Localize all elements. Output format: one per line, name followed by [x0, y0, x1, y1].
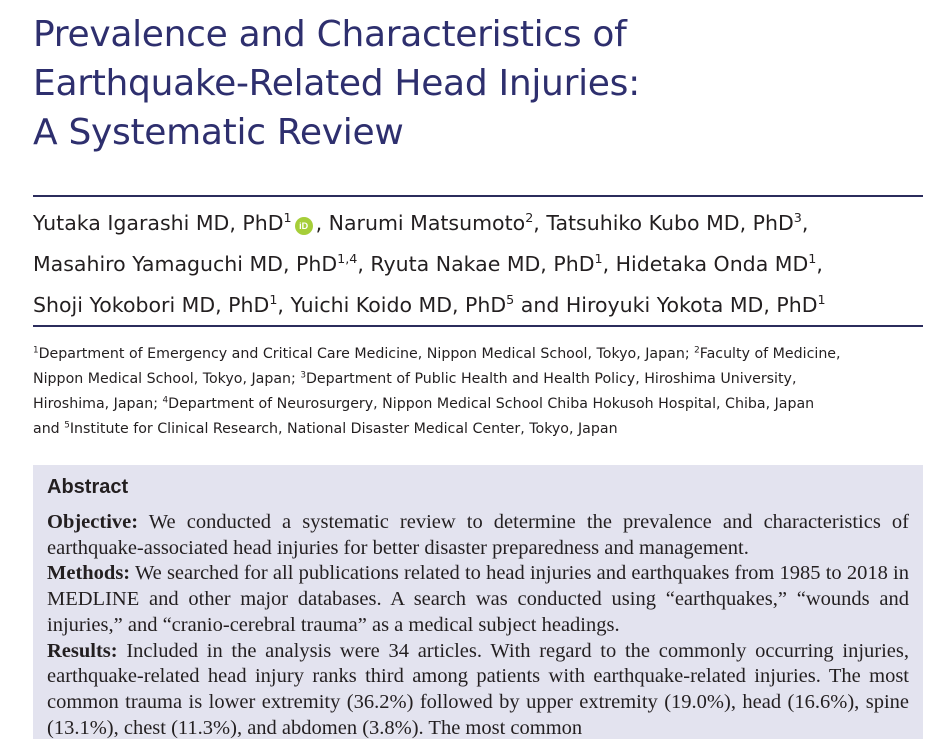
- affiliation-text: and: [33, 421, 65, 437]
- author-affil-sup: 2: [525, 210, 534, 226]
- author-name: Shoji Yokobori MD, PhD: [33, 293, 270, 317]
- affiliation-text: Institute for Clinical Research, National Disaster Medical Center, Tokyo, Japan: [69, 421, 618, 437]
- results-text: Included in the analysis were 34 articles. With regard to the commonly occurring injuries, earthquake-related head injury ranks third among patients with earthquake-related injuries. The most common trauma is lower extremity (36.2%) followed by upper extremity (19.0%), head (16.6%), spine (13.1%), chest (11.3%), and abdomen (3.8%). The most common: [47, 639, 909, 739]
- author-list: [33, 203, 923, 326]
- affiliations: [33, 342, 923, 442]
- affiliation-line-3: [33, 392, 923, 417]
- affiliation-text: Faculty of Medicine,: [699, 346, 841, 362]
- author-line-2: [33, 244, 923, 285]
- author-line-1: [33, 203, 923, 244]
- abstract-box: [33, 465, 923, 739]
- abstract-objective: [47, 510, 909, 561]
- author-name: , Yuichi Koido MD, PhD: [277, 293, 507, 317]
- affil-sup: 2: [694, 345, 700, 356]
- affil-sup: 4: [162, 395, 169, 406]
- methods-text: We searched for all publications related to head injuries and earthquakes from 1985 to 2018 in MEDLINE and other major databases. A search was conducted using “earthquakes,” “wounds and injuries,” and “cranio-cerebral trauma” as a medical subject headings.: [47, 562, 909, 636]
- author-affil-sup: 1: [817, 292, 826, 308]
- affiliation-line-1: [33, 342, 923, 367]
- author-rule-top: [33, 195, 923, 197]
- author-affil-sup: 1: [594, 251, 603, 267]
- abstract-results: [47, 639, 909, 739]
- author-affil-sup: 5: [506, 292, 515, 308]
- author-name: , Tatsuhiko Kubo MD, PhD: [533, 211, 794, 235]
- abstract-heading: Abstract: [47, 476, 129, 498]
- abstract-methods: [47, 561, 909, 638]
- author-separator: ,: [801, 211, 809, 235]
- methods-label: Methods:: [47, 562, 131, 585]
- affil-sup: 5: [64, 420, 70, 431]
- affiliation-line-4: [33, 417, 923, 442]
- author-rule-bottom: [33, 325, 923, 327]
- abstract-body: [47, 510, 909, 739]
- author-affil-sup: 1: [283, 210, 292, 226]
- orcid-icon[interactable]: iD: [295, 217, 313, 235]
- author-name: , Narumi Matsumoto: [315, 211, 526, 235]
- author-name: Yutaka Igarashi MD, PhD: [33, 211, 284, 235]
- affiliation-line-2: [33, 367, 923, 392]
- author-line-3: [33, 285, 923, 326]
- objective-label: Objective:: [47, 511, 139, 533]
- results-label: Results:: [47, 639, 118, 662]
- affiliation-text: Nippon Medical School, Tokyo, Japan;: [33, 371, 301, 387]
- affiliation-text: Department of Neurosurgery, Nippon Medical School Chiba Hokusoh Hospital, Chiba, Japan: [168, 396, 815, 412]
- author-affil-sup: 1: [269, 292, 278, 308]
- affiliation-text: Department of Emergency and Critical Care Medicine, Nippon Medical School, Tokyo, Japan;: [38, 346, 695, 362]
- author-name: Masahiro Yamaguchi MD, PhD: [33, 252, 338, 276]
- article-title: [33, 10, 913, 157]
- author-name: and Hiroyuki Yokota MD, PhD: [514, 293, 818, 317]
- author-affil-sup: 1,4: [337, 251, 358, 267]
- objective-text: We conducted a systematic review to determine the prevalence and characteristics of earthquake-associated head injuries for better disaster preparedness and management.: [47, 511, 909, 559]
- affiliation-segment: [33, 342, 841, 367]
- author-name: , Ryuta Nakae MD, PhD: [357, 252, 595, 276]
- author-separator: ,: [816, 252, 823, 276]
- title-line-1: Prevalence and Characteristics of: [33, 14, 627, 55]
- title-line-2: Earthquake-Related Head Injuries:: [33, 63, 640, 104]
- affil-sup: 3: [300, 370, 306, 381]
- author-affil-sup: 1: [808, 251, 817, 267]
- title-line-3: A Systematic Review: [33, 112, 404, 153]
- author-affil-sup: 3: [793, 210, 802, 226]
- affiliation-text: Department of Public Health and Health Policy, Hiroshima University,: [305, 371, 797, 387]
- affiliation-text: Hiroshima, Japan;: [33, 396, 163, 412]
- affil-sup: 1: [33, 345, 39, 356]
- author-name: , Hidetaka Onda MD: [602, 252, 809, 276]
